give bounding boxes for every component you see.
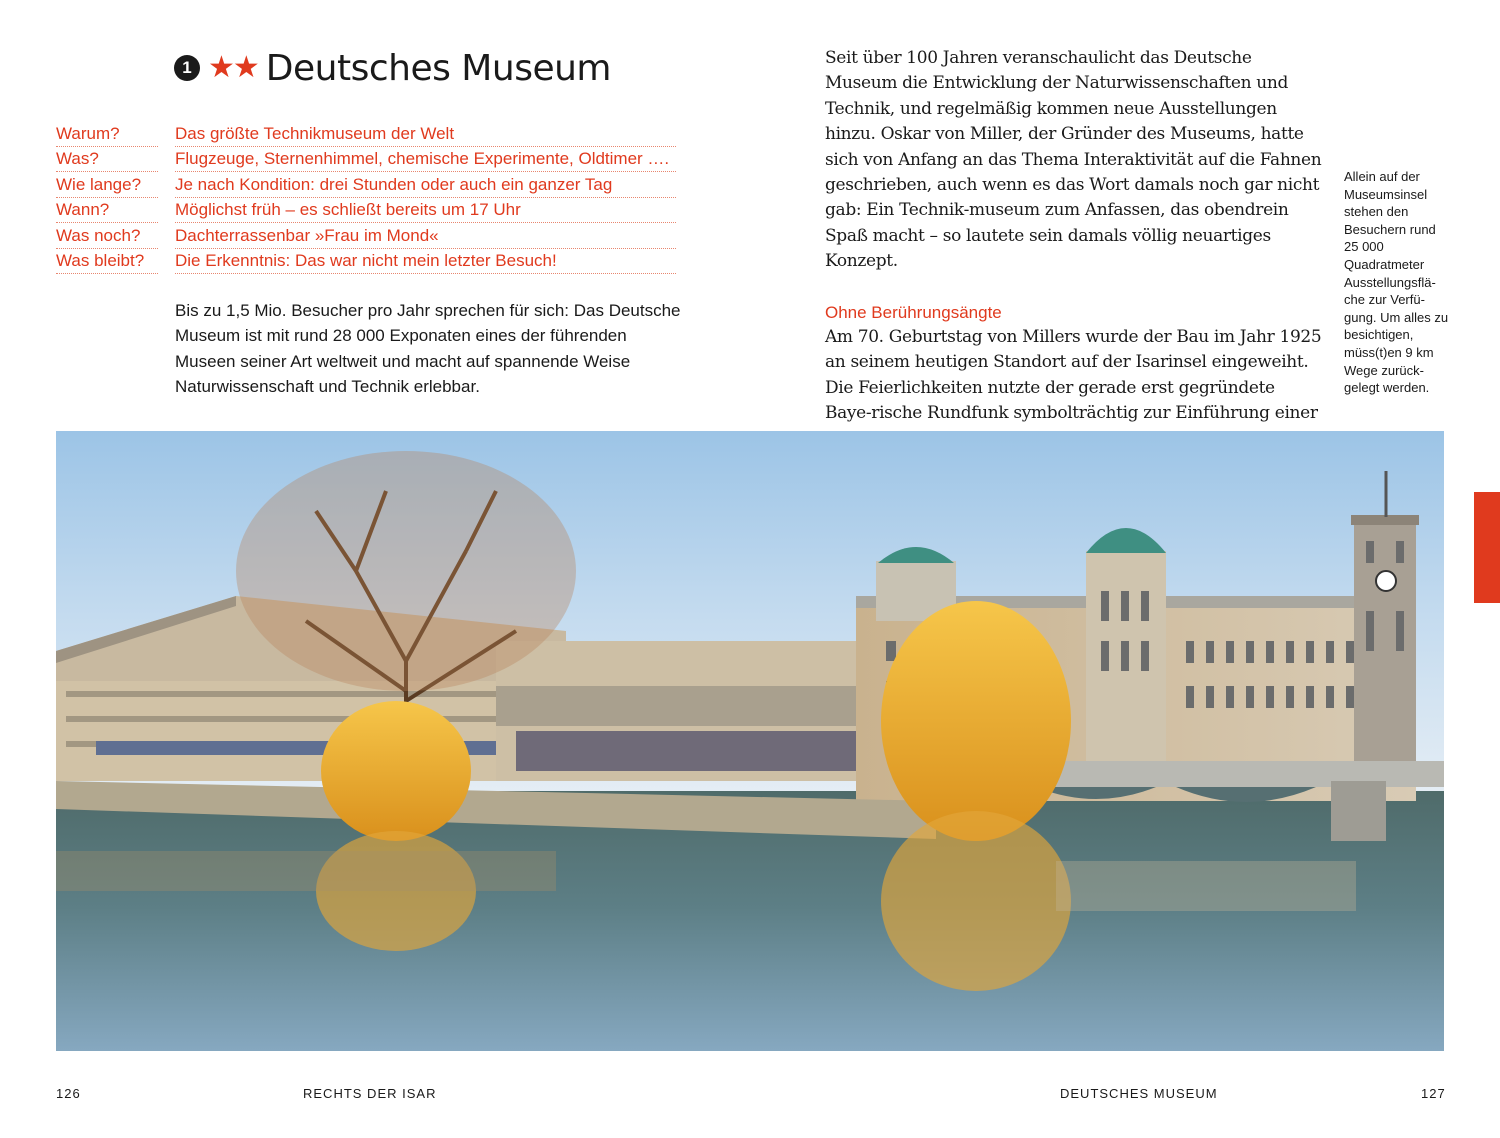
running-header-left: RECHTS DER ISAR — [303, 1086, 437, 1101]
page-number-right: 127 — [1421, 1086, 1446, 1101]
fact-answer: Flugzeuge, Sternenhimmel, chemische Experimente, Oldtimer …. — [175, 147, 676, 172]
fact-row — [56, 173, 676, 198]
fact-answer: Möglichst früh – es schließt bereits um 17 Uhr — [175, 198, 676, 223]
fact-question: Warum? — [56, 122, 158, 147]
intro-paragraph: Bis zu 1,5 Mio. Besucher pro Jahr sprechen für sich: Das Deutsche Museum ist mit rund 28 000 Exponaten eines der führenden Museen seiner Art weltweit und macht auf spannende Weise Naturwissenschaft und Technik erlebbar. — [175, 301, 681, 397]
fact-row — [56, 122, 676, 147]
fact-question: Wann? — [56, 198, 158, 223]
body-column — [825, 46, 1325, 452]
fact-row — [56, 147, 676, 172]
fact-answer: Je nach Kondition: drei Stunden oder auch ein ganzer Tag — [175, 173, 676, 198]
rating-stars: ★★ — [208, 51, 258, 84]
fact-question: Was bleibt? — [56, 249, 158, 274]
page-title: Deutsches Museum — [265, 47, 611, 89]
museum-panorama-illustration — [56, 431, 1444, 1051]
museum-photo — [56, 431, 1444, 1051]
fact-row — [56, 224, 676, 249]
fact-answer: Dachterrassenbar »Frau im Mond« — [175, 224, 676, 249]
body-paragraph: Am 70. Geburtstag von Millers wurde der Bau im Jahr 1925 an seinem heutigen Standort auf der Isarinsel eingeweiht. Die Feierlichkeiten nutzte der gerade erst gegründete Baye-rische Rundfunk symbolträchtig zur Einführung einer — [825, 327, 1322, 424]
fact-question: Wie lange? — [56, 173, 158, 198]
fact-answer: Das größte Technikmuseum der Welt — [175, 122, 676, 147]
article-heading — [174, 42, 611, 94]
fact-answer: Die Erkenntnis: Das war nicht mein letzter Besuch! — [175, 249, 676, 274]
margin-note — [1344, 168, 1450, 397]
intro-text — [175, 298, 685, 400]
running-header-right: DEUTSCHES MUSEUM — [1060, 1086, 1218, 1101]
section-subheading: Ohne Berührungsängte — [825, 302, 1002, 322]
fact-row — [56, 198, 676, 223]
margin-note-text: Allein auf der Museumsinsel stehen den Besuchern rund 25 000 Quadratmeter Ausstellungsflä-che zur Verfü-gung. Um alles zu besichtigen, müss(t)en 9 km Wege zurück-gelegt werden. — [1344, 169, 1449, 396]
body-paragraph: Seit über 100 Jahren veranschaulicht das Deutsche Museum die Entwicklung der Naturwissenschaften und Technik, und regelmäßig kommen neue Ausstellungen hinzu. Oskar von Miller, der Gründer des Museums, hatte sich von Anfang an das Thema Interaktivität auf die Fahnen geschrieben, auch wenn es das Wort damals noch gar nicht gab: Ein Technik-museum zum Anfassen, das obendrein Spaß macht – so lautete sein damals völlig neuartiges Konzept. — [825, 48, 1322, 272]
fact-question: Was? — [56, 147, 158, 172]
fact-question: Was noch? — [56, 224, 158, 249]
sight-number-badge: 1 — [174, 55, 200, 81]
chapter-thumb-tab — [1474, 492, 1500, 603]
fact-box — [56, 122, 676, 274]
page-number-left: 126 — [56, 1086, 81, 1101]
fact-row — [56, 249, 676, 274]
